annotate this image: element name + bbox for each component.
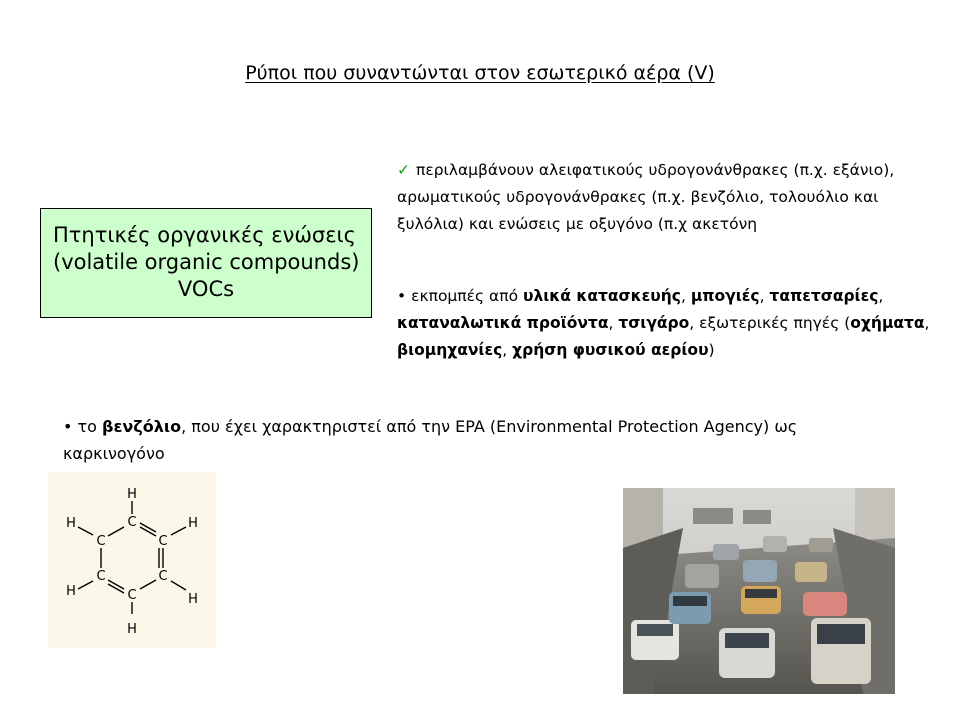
voc-line-greek: Πτητικές οργανικές ενώσεις (53, 223, 356, 247)
separator: , (759, 287, 770, 305)
atom-h-bottom: H (127, 622, 137, 637)
separator: , (608, 314, 619, 332)
emission-cigarette: τσιγάρο (618, 314, 690, 332)
voc-line-abbrev: VOCs (177, 277, 235, 301)
emission-paints: μπογιές (690, 287, 760, 305)
traffic-photo (623, 488, 895, 694)
atom-c-lower-left: C (96, 569, 106, 584)
bullet-emission-sources (397, 283, 937, 364)
emission-text: , εξωτερικές πηγές ( (689, 314, 851, 332)
checkmark-icon: ✓ (397, 161, 410, 179)
voc-line-english: (volatile organic compounds) (53, 250, 360, 274)
separator: , (878, 287, 884, 305)
atom-c-upper-right: C (158, 534, 168, 549)
atom-h-upper-left: H (66, 516, 76, 531)
emission-text: ) (708, 341, 715, 359)
bullet-voc-types (397, 157, 937, 238)
voc-definition-box (40, 208, 372, 318)
emission-text: εκπομπές από (411, 287, 523, 305)
bullet-marker: • (397, 287, 407, 305)
separator: , (924, 314, 930, 332)
atom-h-lower-left: H (66, 584, 76, 599)
emission-consumer-products: καταναλωτικά προϊόντα (397, 314, 609, 332)
traffic-jam-illustration (623, 488, 895, 694)
atom-h-lower-right: H (188, 592, 198, 607)
emission-natural-gas: χρήση φυσικού αερίου (512, 341, 709, 359)
bullet-marker: • (63, 417, 73, 436)
benzene-structure-diagram (48, 472, 216, 648)
emission-building-materials: υλικά κατασκευής (522, 287, 681, 305)
emission-vehicles: οχήματα (850, 314, 925, 332)
benzene-text: , που έχει χαρακτηριστεί από την EPA (Environmental Protection Agency) ως καρκινογόνο (63, 417, 798, 463)
benzene-text: το (77, 417, 103, 436)
slide-title: Ρύποι που συναντώνται στον εσωτερικό αέρα (V) (245, 62, 715, 84)
emission-wallpapers: ταπετσαρίες (769, 287, 879, 305)
atom-h-upper-right: H (188, 516, 198, 531)
emission-industries: βιομηχανίες (397, 341, 503, 359)
benzene-word: βενζόλιο (102, 417, 182, 436)
separator: , (502, 341, 513, 359)
atom-h-top: H (127, 487, 137, 502)
bullet-voc-types-text: περιλαμβάνουν αλειφατικούς υδρογονάνθρακες (π.χ. εξάνιο), αρωματικούς υδρογονάνθρακες (π.χ. βενζόλιο, τολουόλιο και ξυλόλια) και ενώσεις με οξυγόνο (π.χ ακετόνη (397, 161, 895, 233)
separator: , (680, 287, 691, 305)
atom-c-top: C (127, 515, 137, 530)
benzene-structure-image (48, 472, 216, 648)
bullet-benzene-carcinogen (63, 413, 863, 467)
atom-c-upper-left: C (96, 534, 106, 549)
atom-c-lower-right: C (158, 569, 168, 584)
atom-c-bottom: C (127, 588, 137, 603)
